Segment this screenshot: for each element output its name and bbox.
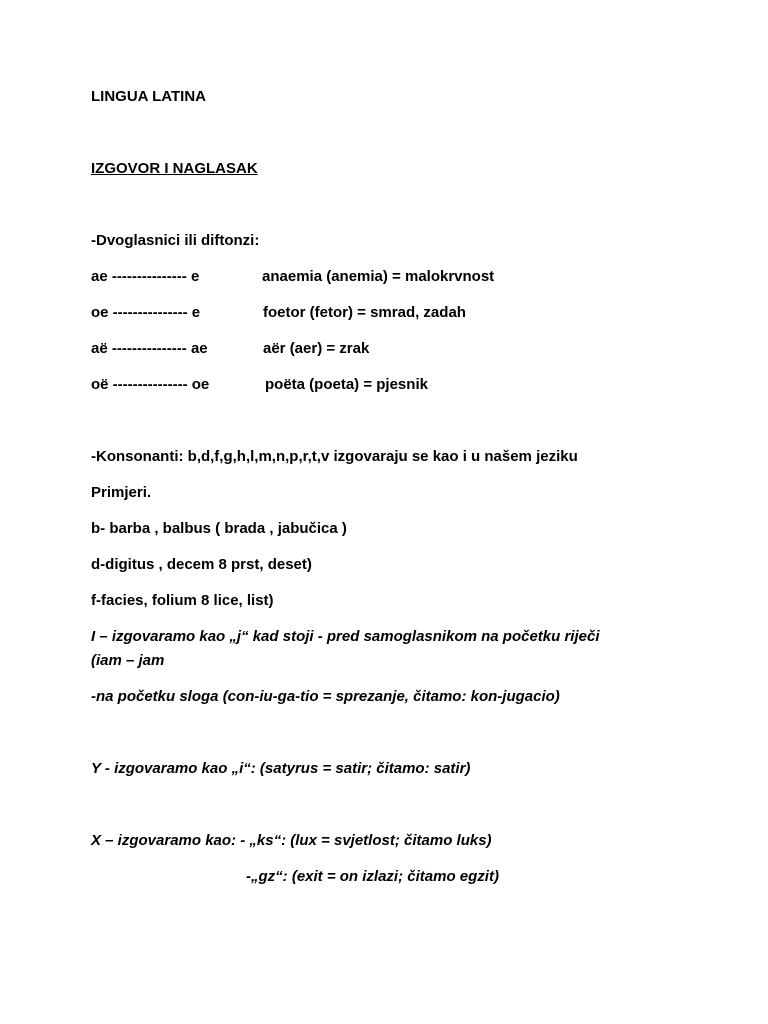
diphthong-example: foetor (fetor) = smrad, zadah [263,304,466,321]
x-rule-line: X – izgovaramo kao: - „ks“: (lux = svjetlost; čitamo luks) [91,832,492,849]
diphthong-row [91,375,428,395]
diphthongs-heading: -Dvoglasnici ili diftonzi: [91,232,260,249]
examples-label: Primjeri. [91,484,152,501]
section-title: IZGOVOR I NAGLASAK [91,160,258,177]
consonant-example: d-digitus , decem 8 prst, deset) [91,556,312,573]
diphthong-pair: oe --------------- e [91,304,201,321]
diphthong-row [91,339,370,359]
document-title: LINGUA LATINA [91,88,206,105]
x-rule-line: -„gz“: (exit = on izlazi; čitamo egzit) [246,868,499,885]
i-rule-line: (iam – jam [91,652,165,669]
diphthong-example: poëta (poeta) = pjesnik [265,376,428,393]
y-rule: Y - izgovaramo kao „i“: (satyrus = satir; čitamo: satir) [91,760,471,777]
i-rule-line: -na početku sloga (con-iu-ga-tio = sprezanje, čitamo: kon-jugacio) [91,688,560,705]
consonants-heading: -Konsonanti: b,d,f,g,h,l,m,n,p,r,t,v izgovaraju se kao i u našem jeziku [91,448,578,465]
diphthong-example: anaemia (anemia) = malokrvnost [262,268,495,285]
i-rule-line: I – izgovaramo kao „j“ kad stoji - pred samoglasnikom na početku riječi [91,628,600,645]
consonant-example: f-facies, folium 8 lice, list) [91,592,274,609]
diphthong-pair: ae --------------- e [91,268,200,285]
diphthong-pair: aë --------------- ae [91,340,208,357]
diphthong-row [91,303,466,323]
diphthong-row [91,267,495,287]
diphthong-example: aër (aer) = zrak [263,340,370,357]
consonant-example: b- barba , balbus ( brada , jabučica ) [91,520,347,537]
diphthong-pair: oë --------------- oe [91,376,210,393]
